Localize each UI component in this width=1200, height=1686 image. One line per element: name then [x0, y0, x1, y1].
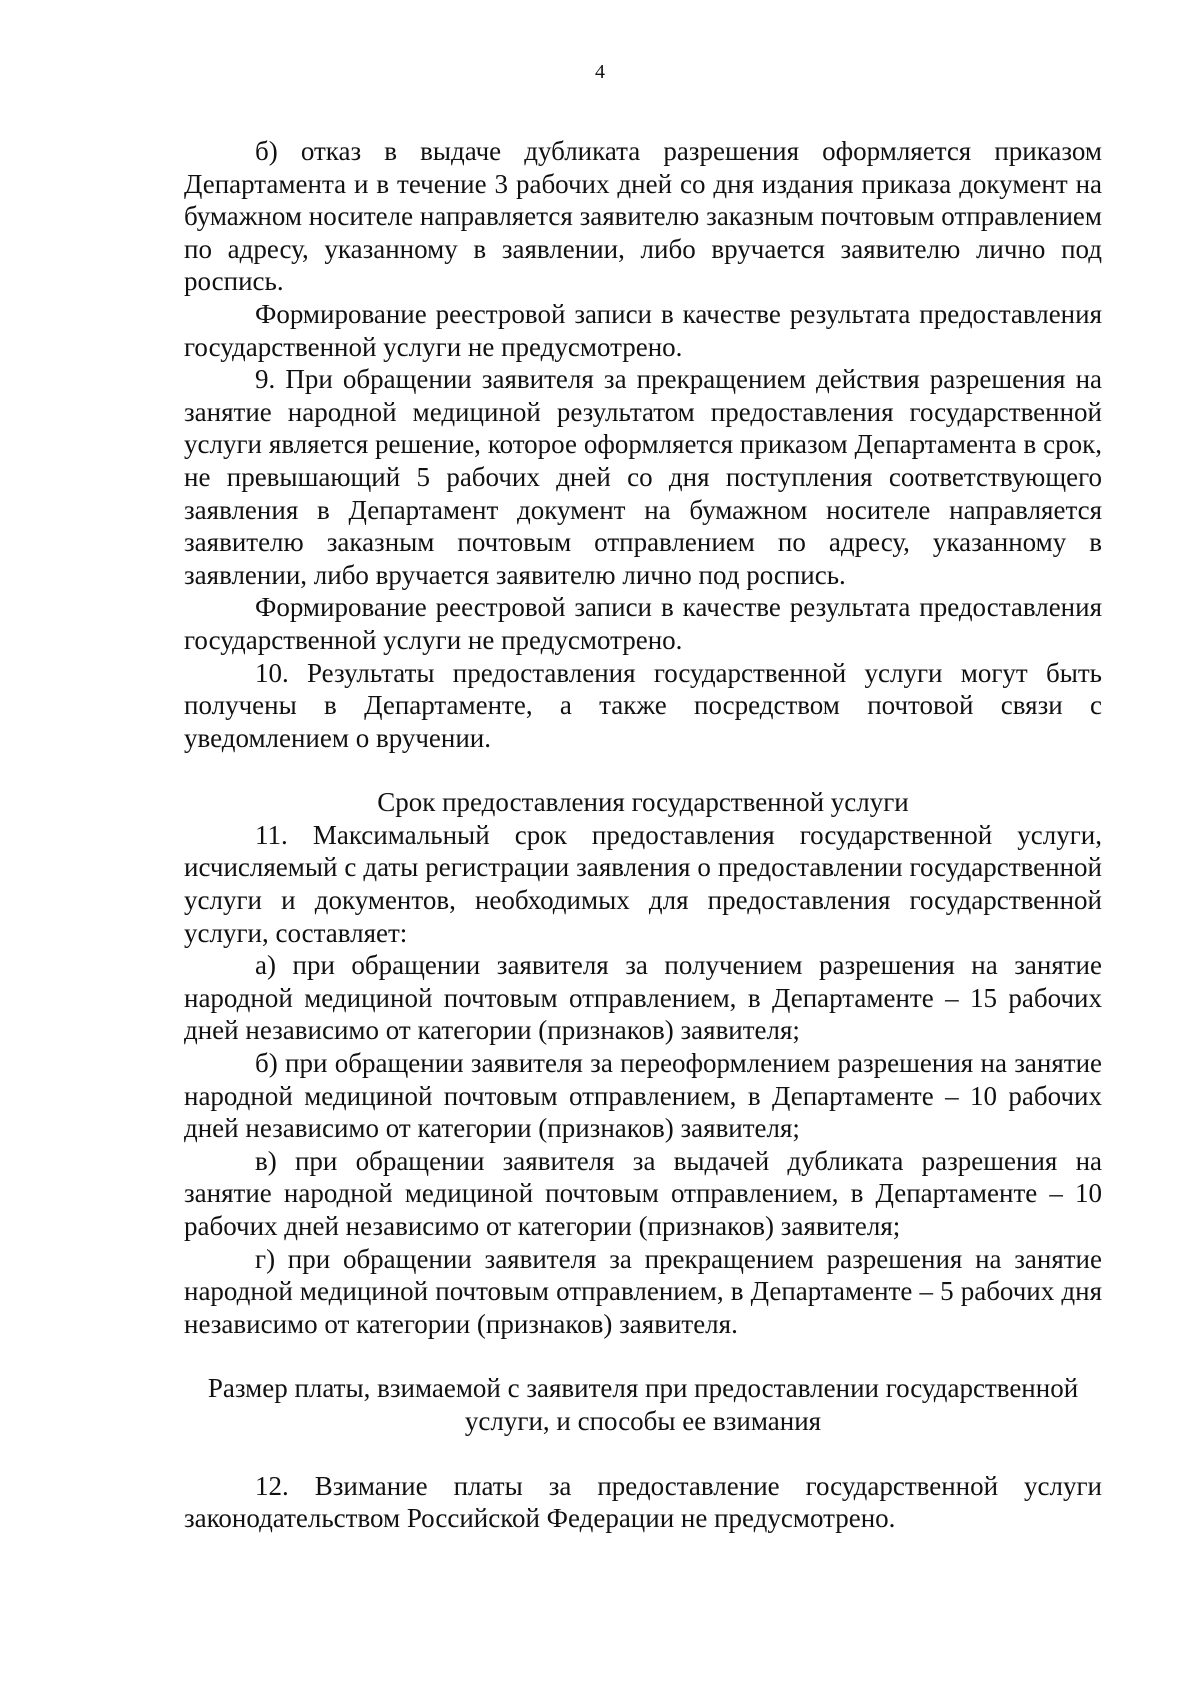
paragraph-11v: в) при обращении заявителя за выдачей дубликата разрешения на занятие народной медициной почтовым отправлением, в Департаменте – 10 рабочих дней независимо от категории (признаков) заявителя; [184, 1145, 1102, 1241]
page-number: 4 [595, 61, 605, 83]
paragraph-12-fee: 12. Взимание платы за предоставление государственной услуги законодательством Российской Федерации не предусмотрено. [184, 1470, 1102, 1534]
paragraph-8b-duplicate-refusal: б) отказ в выдаче дубликата разрешения оформляется приказом Департамента и в течение 3 рабочих дней со дня издания приказа документ на бумажном носителе направляется заявителю заказным почтовым отправлением по адресу, указанному в заявлении, либо вручается заявителю лично под роспись. [184, 136, 1102, 297]
paragraph-9-termination: 9. При обращении заявителя за прекращением действия разрешения на занятие народной медициной результатом предоставления государственной услуги является решение, которое оформляется приказом Департамента в срок, не превышающий 5 рабочих дней со дня поступления соответствующего заявления в Департамент документ на бумажном носителе направляется заявителю заказным почтовым отправлением по адресу, указанному в заявлении, либо вручается заявителю лично под роспись. [184, 364, 1102, 590]
document-body [184, 135, 1102, 1535]
paragraph-registry-note-1: Формирование реестровой записи в качестве результата предоставления государственной услуги не предусмотрено. [184, 298, 1102, 362]
paragraph-11a: а) при обращении заявителя за получением разрешения на занятие народной медициной почтовым отправлением, в Департаменте – 15 рабочих дней независимо от категории (признаков) заявителя; [184, 950, 1102, 1046]
paragraph-registry-note-2: Формирование реестровой записи в качестве результата предоставления государственной услуги не предусмотрено. [184, 592, 1102, 655]
section-heading-fee: Размер платы, взимаемой с заявителя при предоставлении государственной услуги, и способы ее взимания [207, 1373, 1079, 1436]
section-heading-term: Срок предоставления государственной услуги [377, 787, 909, 818]
paragraph-11-max-term: 11. Максимальный срок предоставления государственной услуги, исчисляемый с даты регистрации заявления о предоставлении государственной услуги и документов, необходимых для предоставления государственной услуги, составляет: [184, 819, 1102, 948]
paragraph-10-results: 10. Результаты предоставления государственной услуги могут быть получены в Департаменте, а также посредством почтовой связи с уведомлением о вручении. [184, 657, 1102, 753]
paragraph-11b: б) при обращении заявителя за переоформлением разрешения на занятие народной медициной почтовым отправлением, в Департаменте – 10 рабочих дней независимо от категории (признаков) заявителя; [184, 1048, 1102, 1144]
paragraph-11g: г) при обращении заявителя за прекращением разрешения на занятие народной медициной почтовым отправлением, в Департаменте – 5 рабочих дня независимо от категории (признаков) заявителя. [184, 1243, 1102, 1339]
